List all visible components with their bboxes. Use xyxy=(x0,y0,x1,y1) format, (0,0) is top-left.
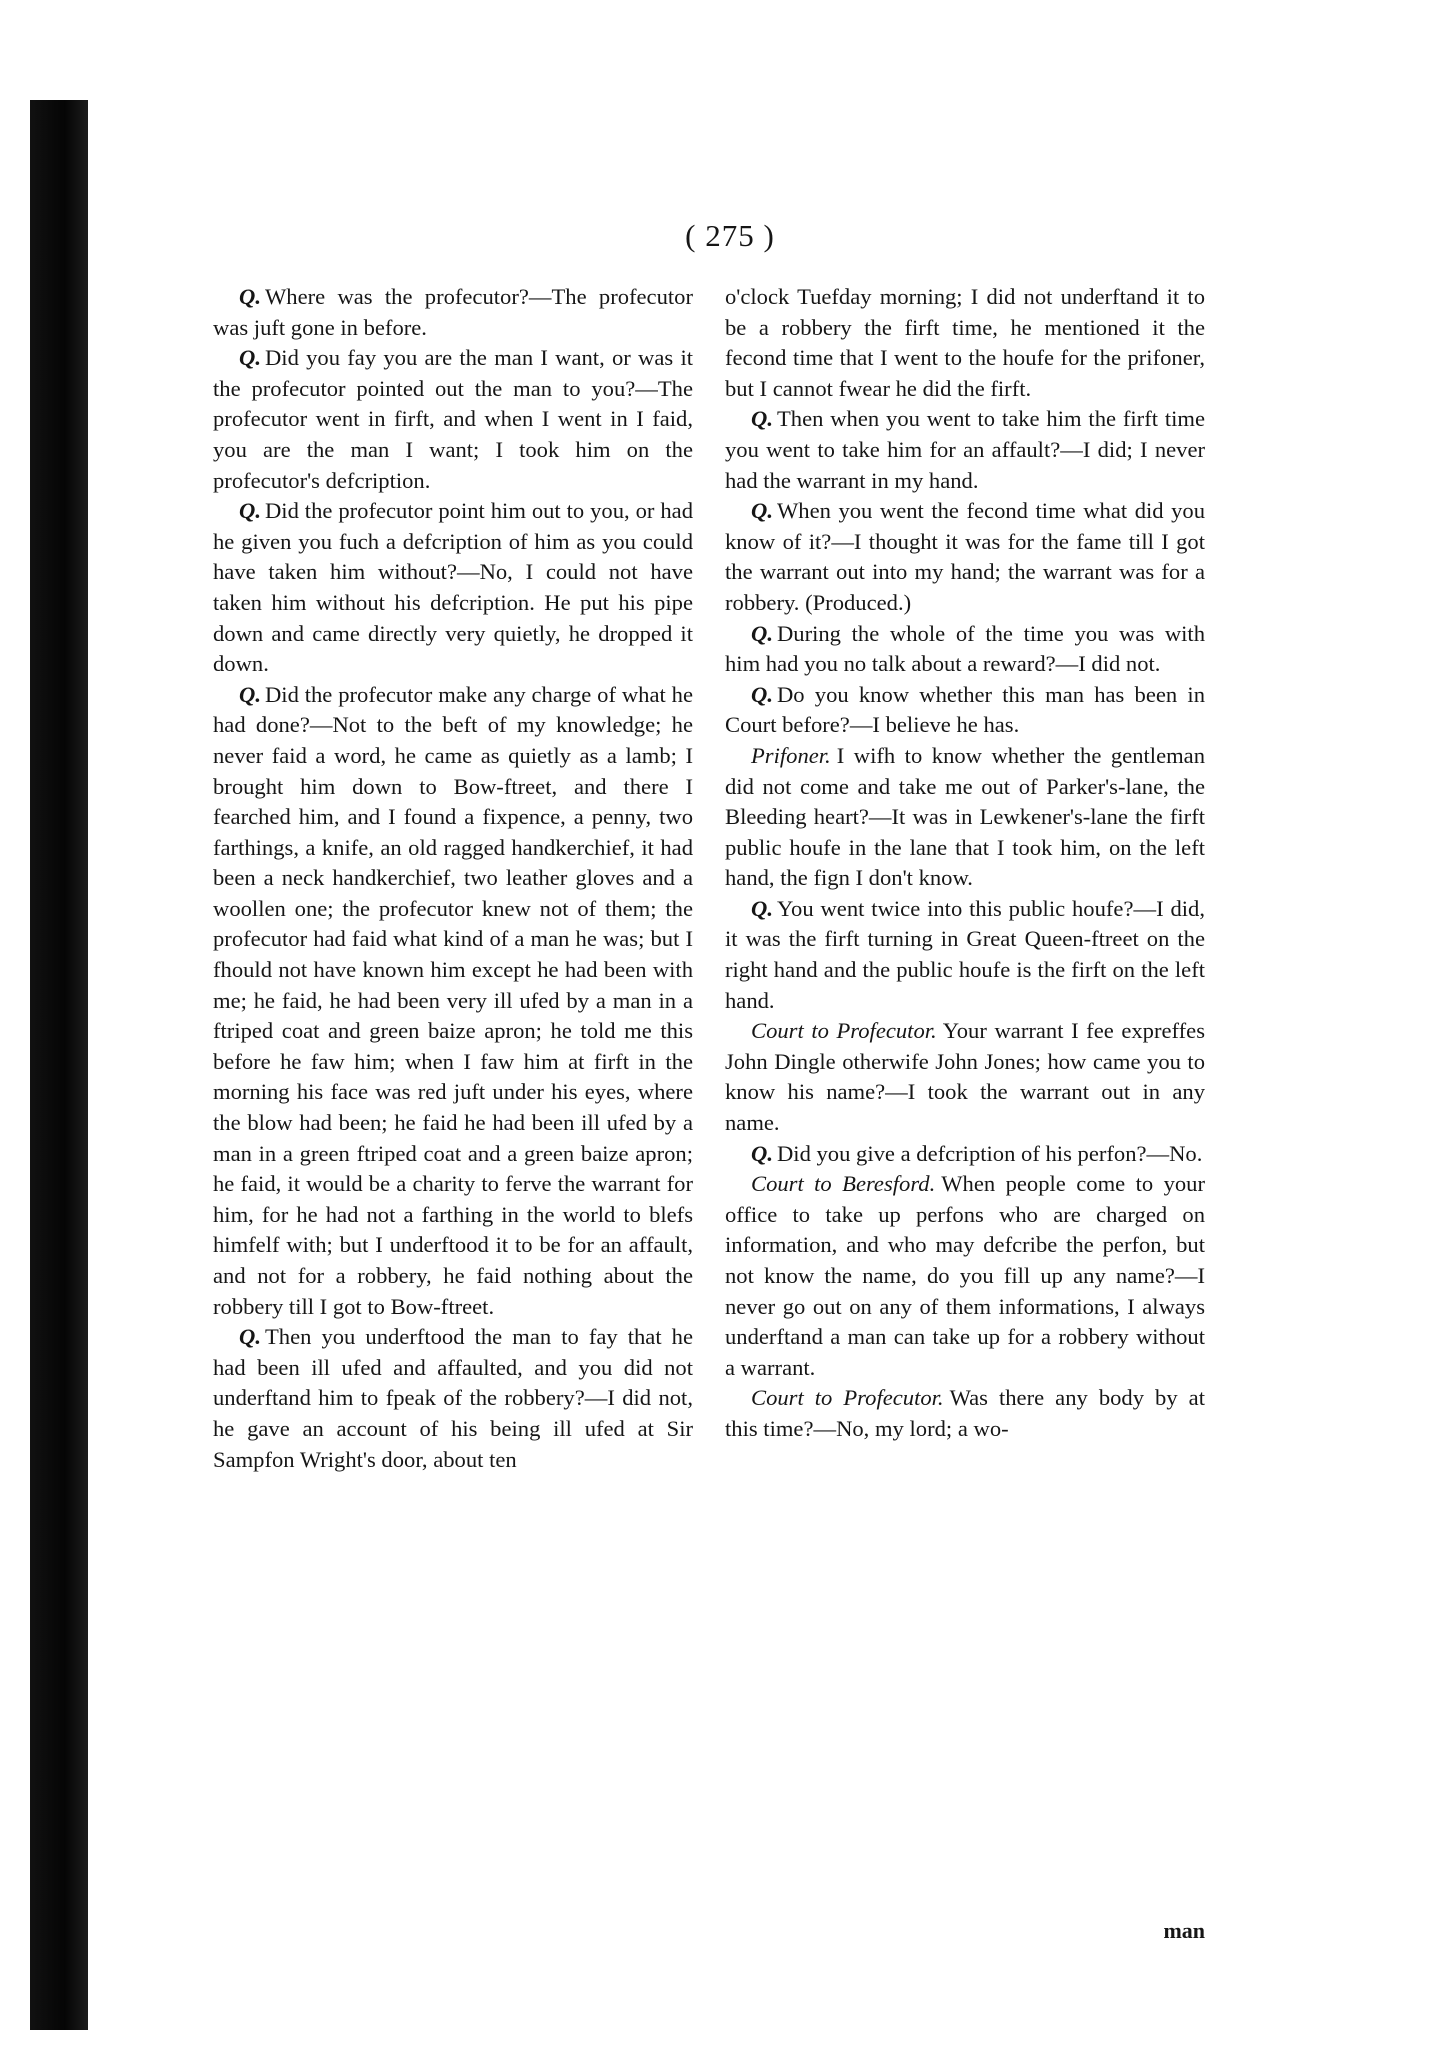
paragraph-text: When people come to your office to take up perfons who are charged on information, and who may defcribe the perfon, but not know the name, do you fill up any name?—I never go out on any of them informations, I always underftand a man can take up for a robbery without a warrant. xyxy=(725,1171,1205,1380)
paragraph xyxy=(725,894,1205,1016)
paragraph-text: During the whole of the time you was with him had you no talk about a reward?—I did not. xyxy=(725,620,1205,677)
paragraph xyxy=(725,282,1205,404)
paragraph-text: Did the profecutor point him out to you, or had he given you fuch a defcription of him as you could have taken him without?—No, I could not have taken him without his defcription. He put his pipe down and came directly very quietly, he dropped it down. xyxy=(213,498,693,677)
catchword: man xyxy=(1163,1918,1205,1943)
paragraph xyxy=(725,619,1205,680)
paragraph xyxy=(725,680,1205,741)
paragraph xyxy=(213,343,693,496)
paragraph-text: Your warrant I fee expreffes John Dingle otherwife John Jones; how came you to know his name?—I took the warrant out in any name. xyxy=(725,1018,1205,1136)
question-marker: Q. xyxy=(751,1140,773,1166)
question-marker: Q. xyxy=(751,681,773,707)
paragraph xyxy=(725,496,1205,618)
paragraph-text: Was there any body by at this time?—No, my lord; a wo- xyxy=(725,1385,1205,1441)
paragraph-text: Then you underftood the man to fay that he had been ill ufed and affaulted, and you did not underftand him to fpeak of the robbery?—I did not, he gave an account of his being ill ufed at Sir Sampfon Wright's door, about ten xyxy=(213,1324,693,1472)
paragraph xyxy=(725,1169,1205,1383)
book-spine-shadow xyxy=(30,100,88,2030)
paragraph xyxy=(213,680,693,1322)
paragraph-text: Did you give a defcription of his perfon?—No. xyxy=(776,1140,1203,1166)
paragraph xyxy=(213,496,693,680)
paragraph xyxy=(725,1016,1205,1138)
question-marker: Q. xyxy=(239,284,261,309)
speaker-label: Court to Beresford. xyxy=(751,1171,936,1197)
paragraph xyxy=(213,1322,693,1475)
paragraph-text: Did the profecutor make any charge of what he had done?—Not to the beft of my knowledge; he never faid a word, he came as quietly as a lamb; I brought him down to Bow-ftreet, and there I fearched him, and I found a fixpence, a penny, two farthings, a knife, an old ragged handkerchief, it had been a neck handkerchief, two leather gloves and a woollen one; the profecutor knew not of them; the profecutor had faid what kind of a man he was; but I fhould not have known him except he had been with me; he faid, he had been very ill ufed by a man in a ftriped coat and green baize apron; he told me this before he faw him; when I faw him at firft in the morning his face was red juft under his eyes, where the blow had been; he faid he had been ill ufed by a man in a green ftriped coat and a green baize apron; he faid, it would be a charity to ferve the warrant for him, for he had not a farthing in the world to blefs himfelf with; but I underftood it to be for an affault, and not for a robbery, he faid nothing about the robbery till I got to Bow-ftreet. xyxy=(213,681,693,1319)
page-number: ( 275 ) xyxy=(685,218,775,253)
paragraph xyxy=(725,1139,1205,1170)
question-marker: Q. xyxy=(751,498,773,524)
paragraph-text: Where was the profecutor?—The profecutor was juft gone in before. xyxy=(213,284,693,340)
left-column xyxy=(213,282,693,1475)
paragraph-text: Then when you went to take him the firft time you went to take him for an affault?—I did; I never had the warrant in my hand. xyxy=(725,406,1205,493)
speaker-label: Court to Profecutor. xyxy=(751,1018,937,1044)
speaker-label: Court to Profecutor. xyxy=(751,1385,944,1411)
paragraph xyxy=(725,404,1205,496)
question-marker: Q. xyxy=(239,498,261,524)
right-column xyxy=(725,282,1205,1445)
paragraph xyxy=(725,1383,1205,1444)
question-marker: Q. xyxy=(239,681,261,707)
question-marker: Q. xyxy=(751,895,773,921)
paragraph-text: When you went the fecond time what did you know of it?—I thought it was for the fame till I got the warrant out into my hand; the warrant was for a robbery. (Produced.) xyxy=(725,498,1205,615)
question-marker: Q. xyxy=(751,620,773,646)
paragraph xyxy=(213,282,693,343)
question-marker: Q. xyxy=(239,345,261,371)
question-marker: Q. xyxy=(751,406,773,432)
paragraph-text: Did you fay you are the man I want, or was it the profecutor pointed out the man to you?—The profecutor went in firft, and when I went in I faid, you are the man I want; I took him on the profecutor's defcription. xyxy=(213,345,693,493)
paragraph-text: I wifh to know whether the gentleman did not come and take me out of Parker's-lane, the Bleeding heart?—It was in Lewkener's-lane the firft public houfe in the lane that I took him, on the left hand, the fign I don't know. xyxy=(725,742,1205,891)
speaker-label: Prifoner. xyxy=(751,742,831,768)
question-marker: Q. xyxy=(239,1324,261,1350)
paragraph-text: Do you know whether this man has been in Court before?—I believe he has. xyxy=(725,681,1205,738)
paragraph-text: o'clock Tuefday morning; I did not underftand it to be a robbery the firft time, he mentioned it the fecond time that I went to the houfe for the prifoner, but I cannot fwear he did the firft. xyxy=(725,284,1205,401)
paragraph xyxy=(725,741,1205,894)
paragraph-text: You went twice into this public houfe?—I did, it was the firft turning in Great Queen-ftreet on the right hand and the public houfe is the firft on the left hand. xyxy=(725,895,1205,1013)
